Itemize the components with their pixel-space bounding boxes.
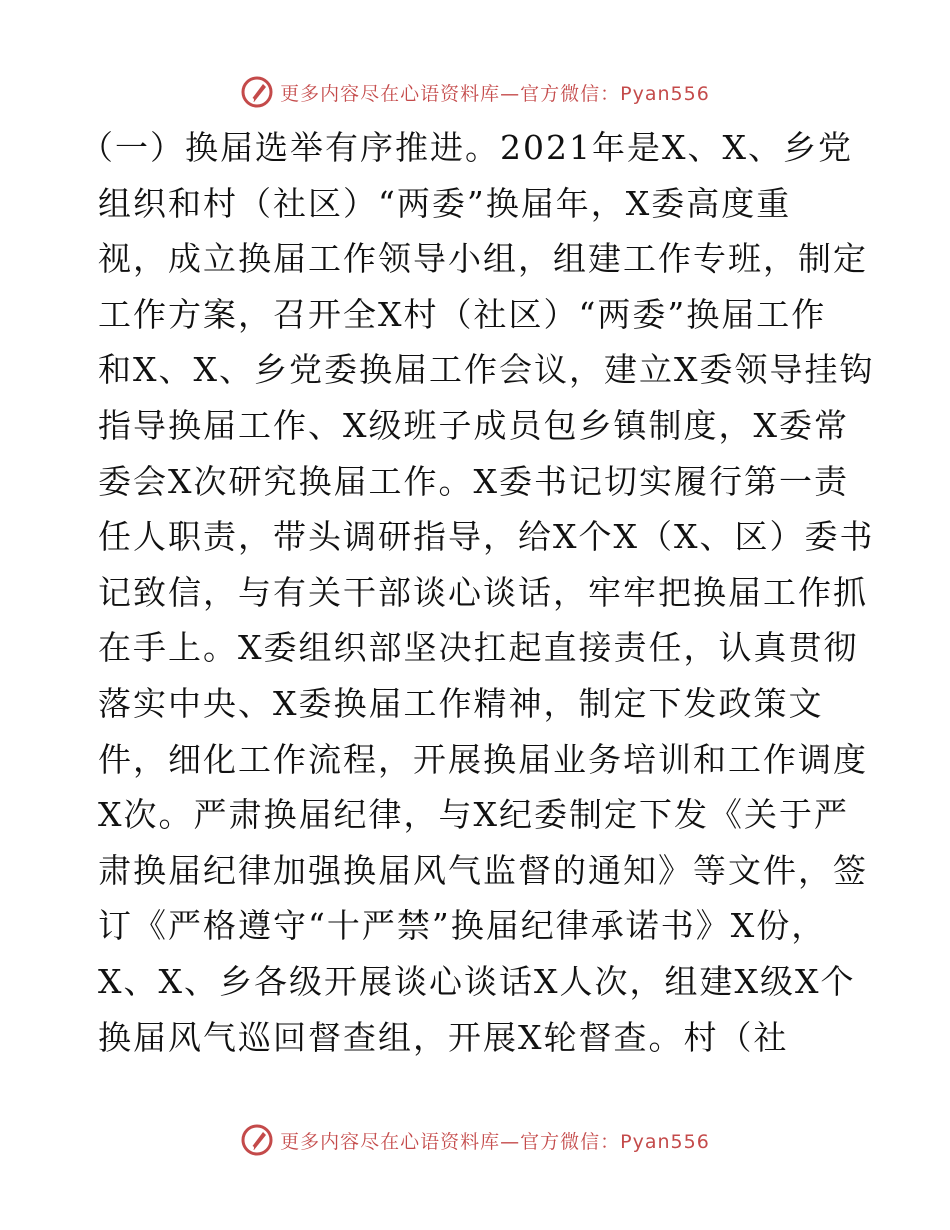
body-line: 工作方案，召开全X村（社区）“两委”换届工作 [98,294,827,334]
body-line: 换届风气巡回督查组，开展X轮督查。村（社 [98,1017,789,1057]
pen-logo-icon [240,75,274,109]
footer-watermark-banner [0,1120,950,1160]
body-line: 记致信，与有关干部谈心谈话，牢牢把换届工作抓 [98,572,868,612]
body-line: 肃换届纪律加强换届风气监督的通知》等文件，签 [98,850,868,890]
body-line: X、X、乡各级开展谈心谈话X人次，组建X级X个 [98,961,856,1001]
body-line: 和X、X、乡党委换届工作会议，建立X委领导挂钩 [98,350,875,390]
document-body [80,120,875,1065]
body-line: 委会X次研究换届工作。X委书记切实履行第一责 [98,461,849,501]
pen-logo-icon [240,1123,274,1157]
body-line: 视，成立换届工作领导小组，组建工作专班，制定 [98,239,868,279]
footer-banner-text: 更多内容尽在心语资料库—官方微信：Pyan556 [280,1130,710,1153]
body-line: （一）换届选举有序推进。2021年是X、X、乡党 [80,128,853,167]
body-line: 订《严格遵守“十严禁”换届纪律承诺书》X份， [98,906,827,946]
body-line: 指导换届工作、X级班子成员包乡镇制度，X委常 [98,405,849,445]
header-watermark-banner [0,72,950,112]
body-line: 任人职责，带头调研指导，给X个X（X、区）委书 [98,517,875,557]
body-line: X次。严肃换届纪律，与X纪委制定下发《关于严 [98,795,849,835]
header-banner-text: 更多内容尽在心语资料库—官方微信：Pyan556 [280,82,710,105]
body-line: 组织和村（社区）“两委”换届年，X委高度重 [98,183,792,223]
body-line: 在手上。X委组织部坚决扛起直接责任，认真贯彻 [98,628,859,668]
body-line: 落实中央、X委换届工作精神，制定下发政策文 [98,683,824,723]
body-line: 件，细化工作流程，开展换届业务培训和工作调度 [98,739,868,779]
